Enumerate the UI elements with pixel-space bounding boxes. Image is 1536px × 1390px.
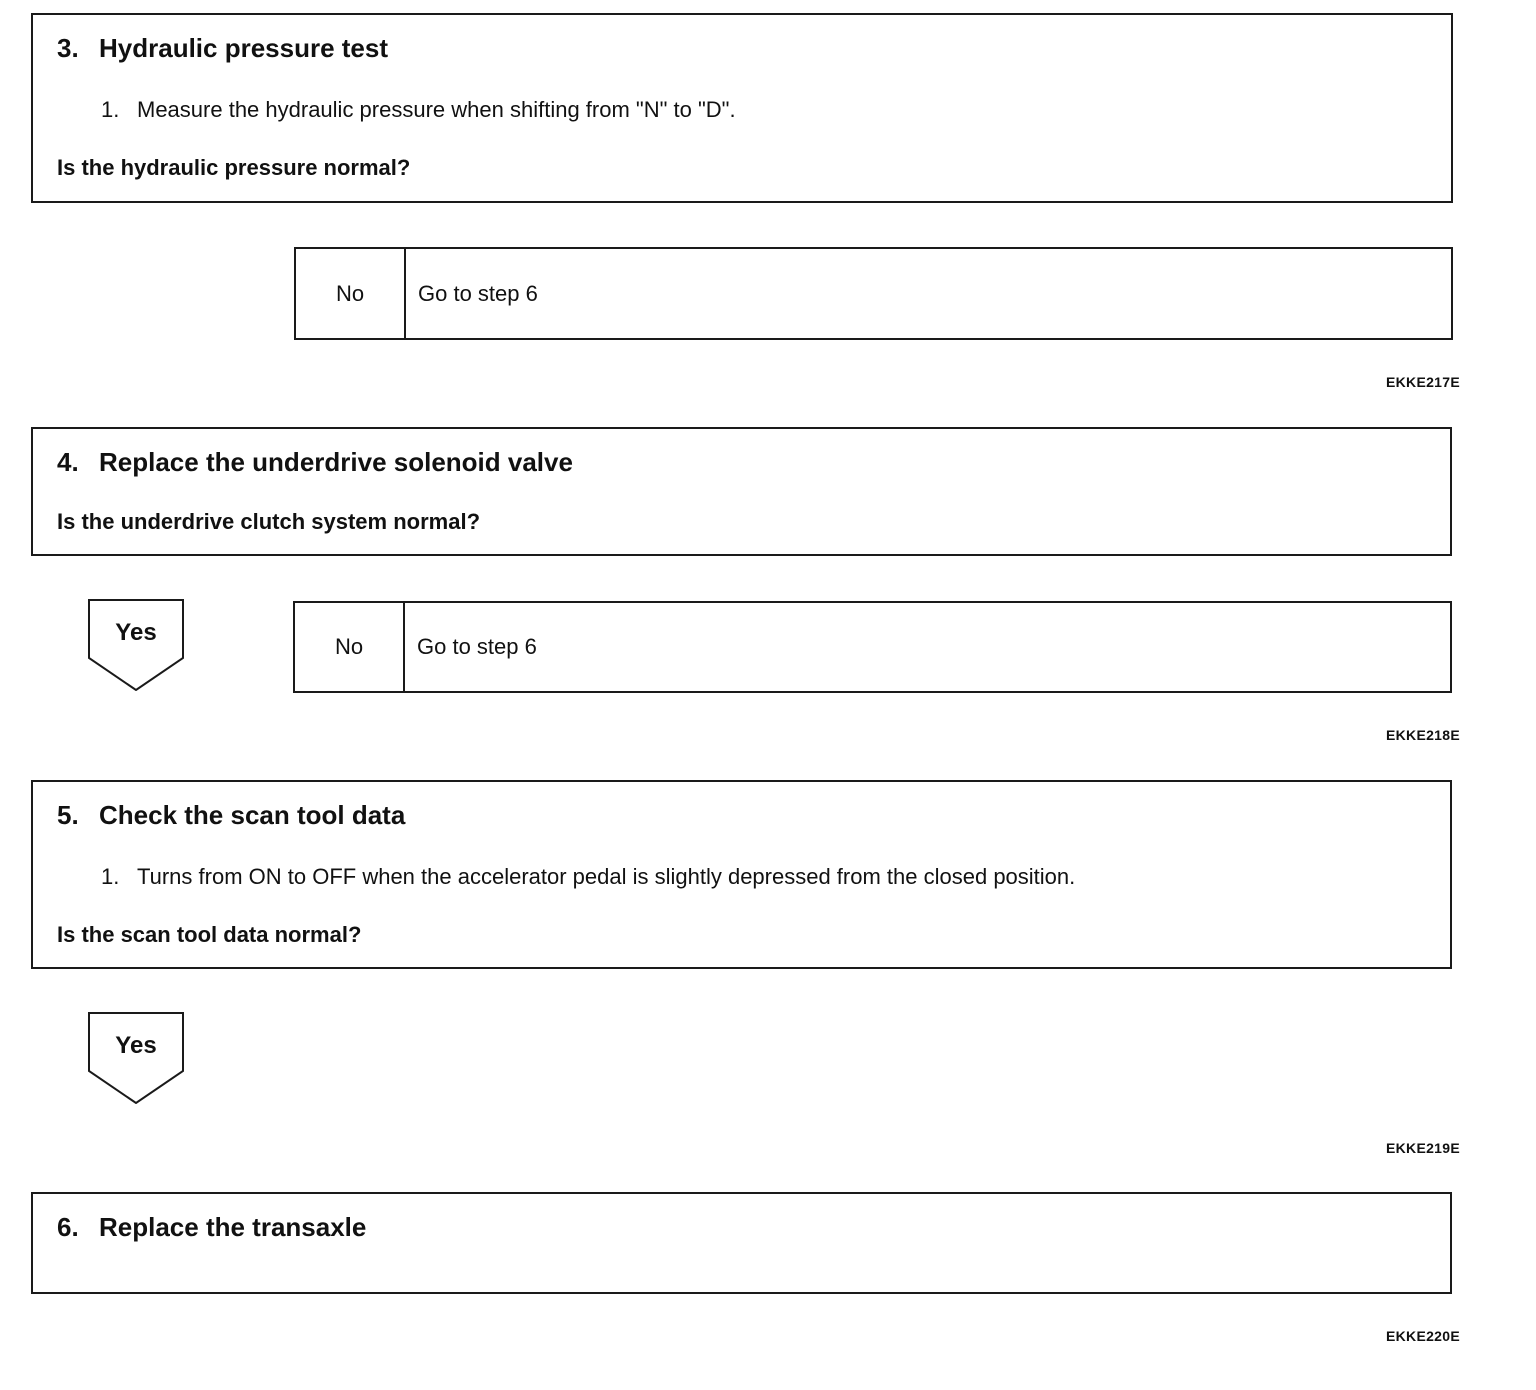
step-3-instruction: 1. Measure the hydraulic pressure when shifting from "N" to "D". [101, 97, 736, 122]
step-5-box [31, 780, 1452, 969]
yes-label: Yes [115, 619, 157, 646]
step-4-yes-arrow [88, 599, 184, 691]
step-3-question: Is the hydraulic pressure normal? [57, 155, 411, 180]
no-label: No [296, 249, 406, 338]
step-5-instruction: 1. Turns from ON to OFF when the accelerator pedal is slightly depressed from the closed position. [101, 864, 1076, 889]
step-4-box [31, 427, 1452, 556]
step-4-question: Is the underdrive clutch system normal? [57, 509, 481, 534]
figure-code: EKKE217E [1386, 374, 1460, 390]
step-5-title: 5. Check the scan tool data [57, 800, 406, 830]
no-label: No [295, 603, 405, 691]
step-3-box [31, 13, 1453, 203]
step-5-question: Is the scan tool data normal? [57, 922, 362, 947]
step-3-no-branch [294, 247, 1453, 340]
no-action: Go to step 6 [418, 280, 538, 306]
step-3-title: 3. Hydraulic pressure test [57, 33, 389, 63]
no-action: Go to step 6 [417, 634, 537, 659]
step-5-yes-arrow [88, 1012, 184, 1104]
figure-code: EKKE219E [1386, 1140, 1460, 1156]
yes-label: Yes [115, 1032, 157, 1059]
step-6-box [31, 1192, 1452, 1294]
figure-code: EKKE218E [1386, 727, 1460, 743]
figure-code: EKKE220E [1386, 1328, 1460, 1344]
step-4-title: 4. Replace the underdrive solenoid valve [57, 447, 573, 477]
step-6-title: 6. Replace the transaxle [57, 1212, 367, 1242]
step-4-no-branch [293, 601, 1452, 693]
